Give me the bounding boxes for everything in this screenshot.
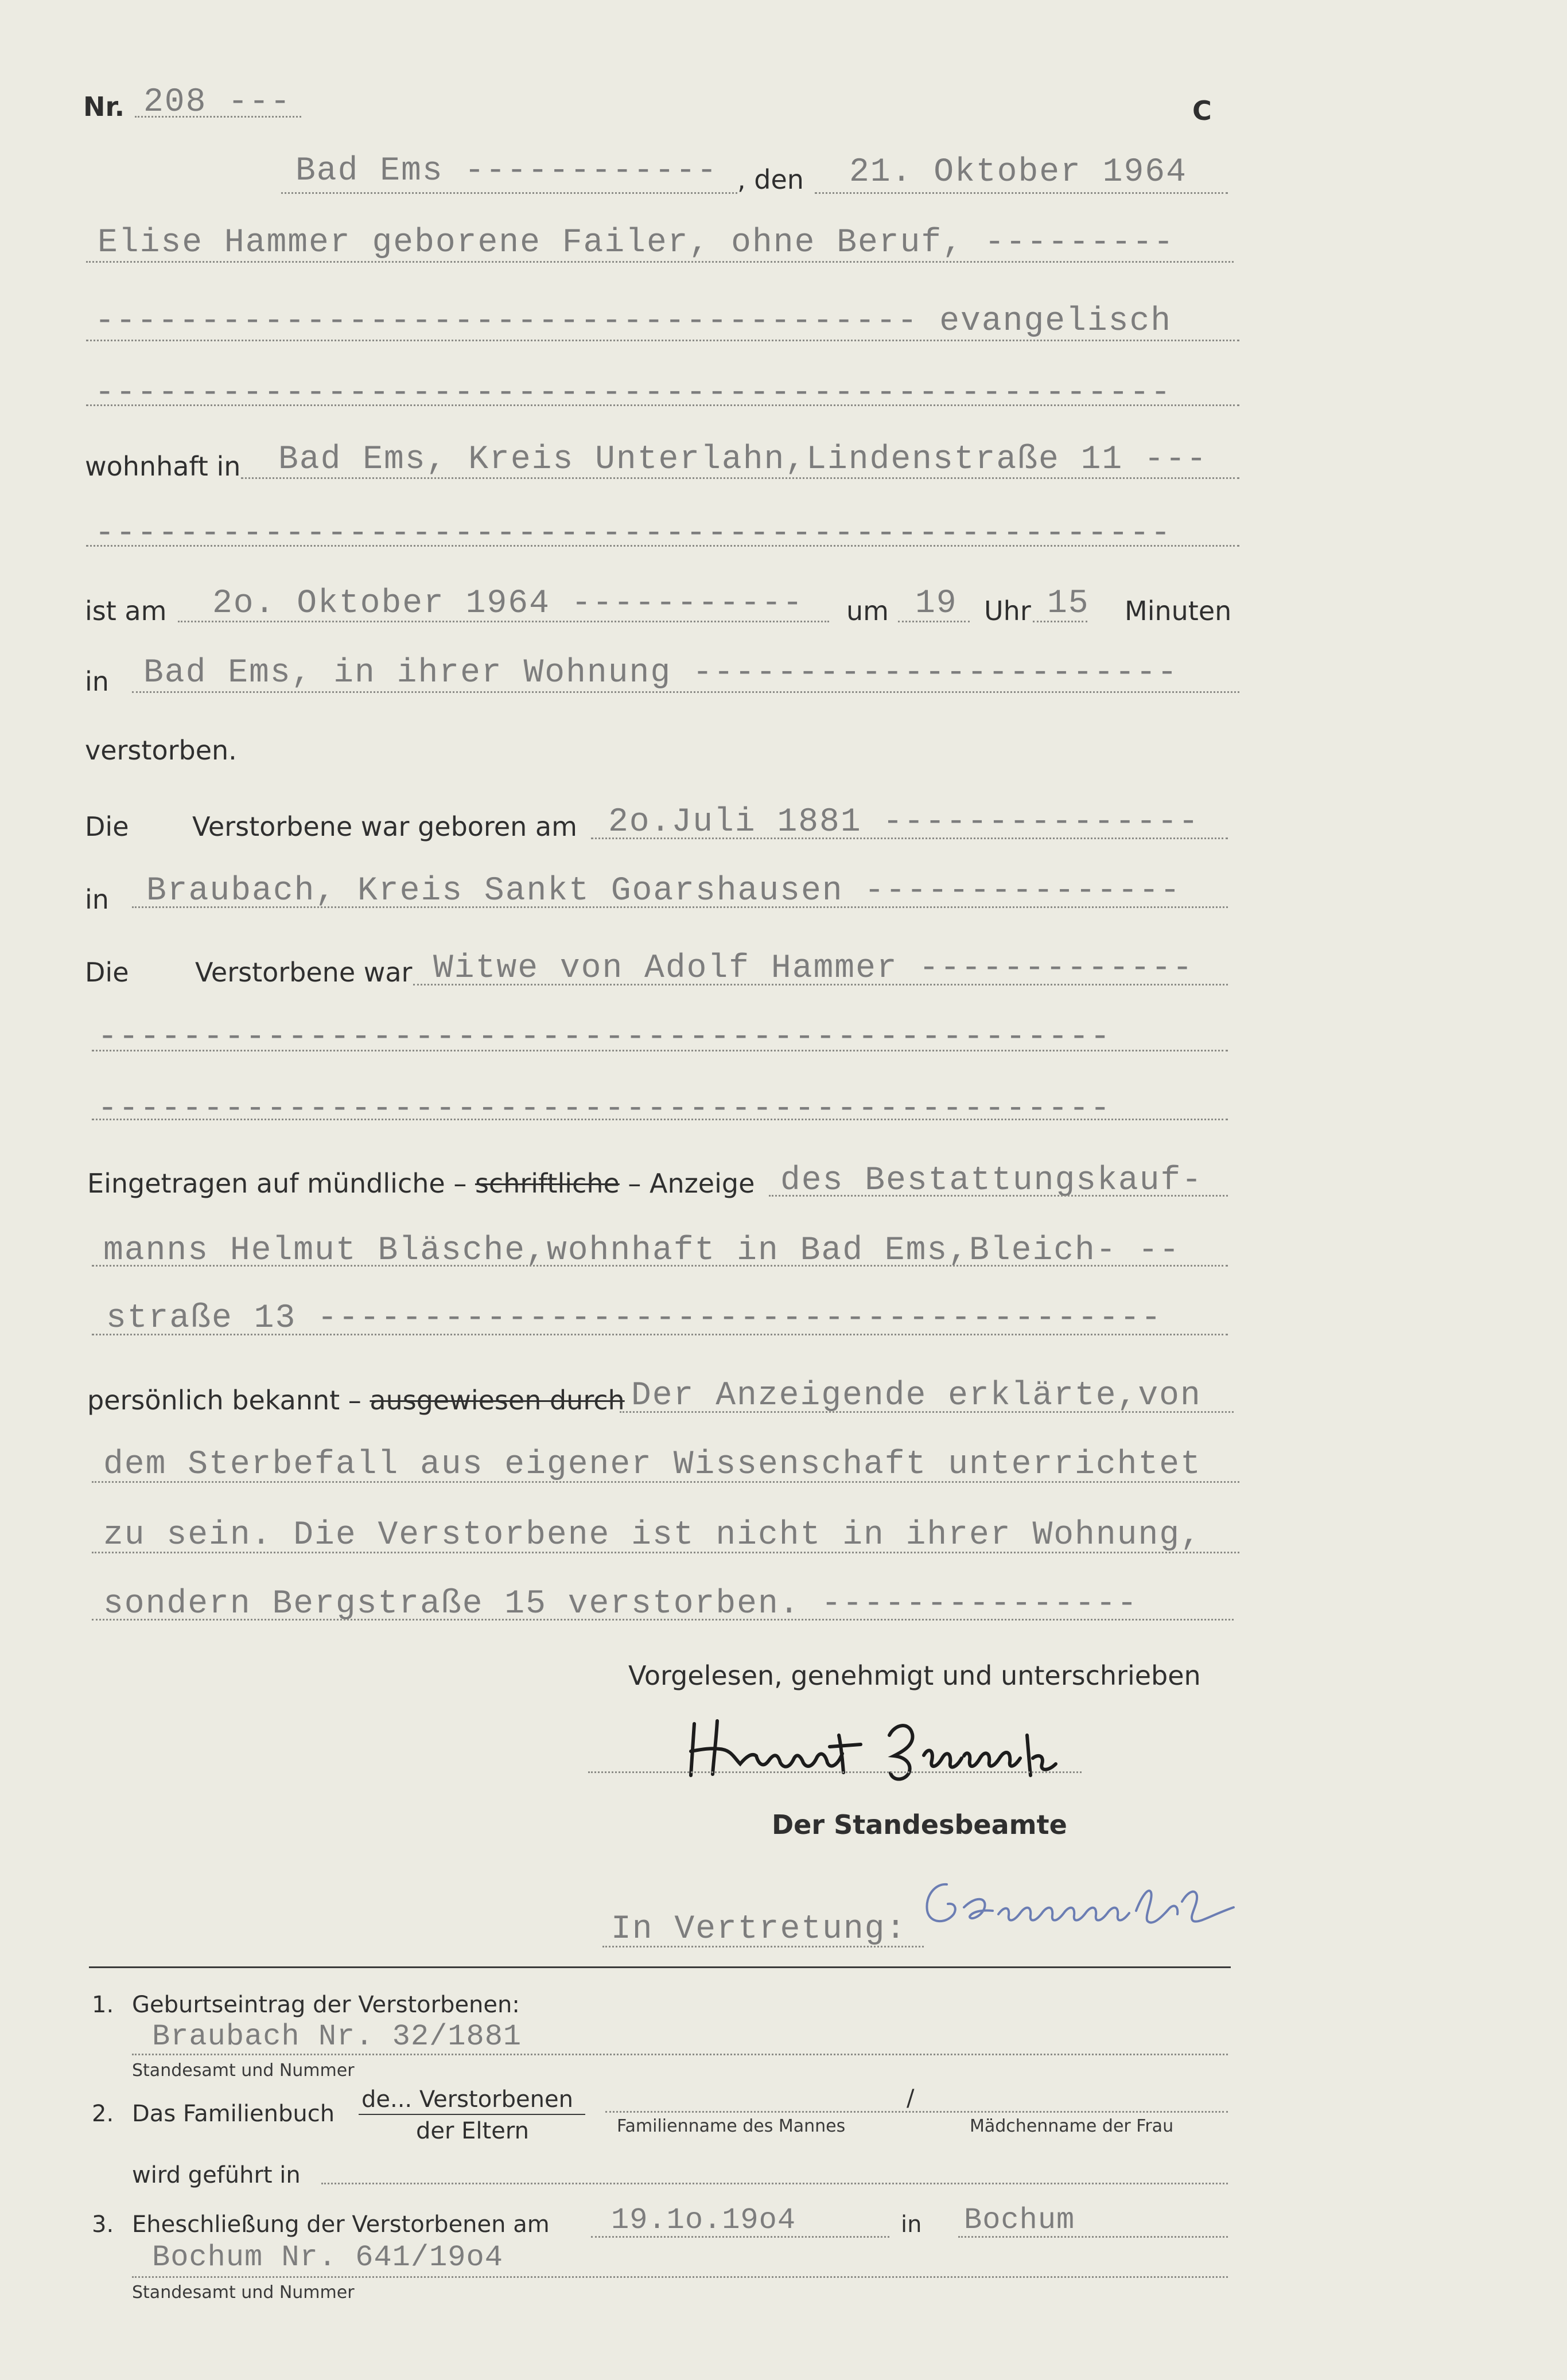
death-place: Bad Ems, in ihrer Wohnung ----------------------- xyxy=(143,655,1179,692)
statement-line-3: zu sein. Die Verstorbene ist nicht in ihrer Wohnung, xyxy=(103,1517,1202,1554)
verstorben-label: verstorben. xyxy=(85,735,237,766)
marital-label: Verstorbene war xyxy=(195,957,413,988)
registry-date: 21. Oktober 1964 xyxy=(849,154,1187,191)
death-hour: 19 xyxy=(915,585,958,622)
birth-place-label: in xyxy=(85,884,109,915)
identification-label: persönlich bekannt – ausgewiesen durch xyxy=(87,1385,625,1416)
deputy-label: In Vertretung: xyxy=(611,1911,907,1948)
statement-line-1: Der Anzeigende erklärte,von xyxy=(631,1377,1202,1415)
den-label: , den xyxy=(737,164,804,195)
marital-die-label: Die xyxy=(85,957,129,988)
statement-line-2: dem Sterbefall aus eigener Wissenschaft unterrichtet xyxy=(103,1446,1202,1483)
deceased-name-line: Elise Hammer geborene Failer, ohne Beruf, --------- xyxy=(98,224,1175,262)
footer-item2-label: Das Familienbuch xyxy=(132,2101,335,2127)
footer-item2-number: 2. xyxy=(92,2101,114,2127)
official-signature xyxy=(677,1701,1102,1787)
registration-label: Eingetragen auf mündliche – schriftliche – Anzeige xyxy=(87,1168,755,1199)
entry-number: 208 --- xyxy=(143,84,291,121)
footer-item3-label: Eheschließung der Verstorbenen am xyxy=(132,2211,550,2238)
footer-item3-in-label: in xyxy=(901,2211,922,2238)
read-approved-signed: Vorgelesen, genehmigt und unterschrieben xyxy=(628,1660,1201,1691)
death-date: 2o. Oktober 1964 ----------- xyxy=(212,585,804,622)
informant-line-1: des Bestattungskauf- xyxy=(780,1162,1203,1199)
death-minutes-label: Minuten xyxy=(1125,595,1232,626)
deputy-signature xyxy=(912,1861,1257,1942)
informant-line-2: manns Helmut Bläsche,wohnhaft in Bad Ems,Bleich- -- xyxy=(103,1232,1181,1269)
footer-item2-option-deceased: de... Verstorbenen xyxy=(361,2086,573,2113)
religion-line: --------------------------------------- evangelisch xyxy=(95,303,1172,340)
marital-blank-line-2: ------------------------------------------------ xyxy=(98,1090,1111,1128)
footer-item2-label2: wird geführt in xyxy=(132,2162,301,2188)
birth-label: Verstorbene war geboren am xyxy=(192,811,577,842)
marital-status: Witwe von Adolf Hammer ------------- xyxy=(433,950,1194,987)
death-place-label: in xyxy=(85,666,109,697)
death-uhr-label: Uhr xyxy=(984,595,1031,626)
statement-line-4: sondern Bergstraße 15 verstorben. --------------- xyxy=(103,1586,1138,1623)
number-label: Nr. xyxy=(83,91,125,122)
registration-struck-option: schriftliche xyxy=(475,1168,620,1199)
residence-blank-line: --------------------------------------------------- xyxy=(95,515,1172,552)
birth-place: Braubach, Kreis Sankt Goarshausen --------------- xyxy=(146,872,1181,910)
footer-item1-caption: Standesamt und Nummer xyxy=(132,2060,355,2081)
marriage-date: 19.1o.19o4 xyxy=(611,2203,796,2237)
birth-die-label: Die xyxy=(85,811,129,842)
person-blank-line: --------------------------------------------------- xyxy=(95,375,1172,412)
footer-item2-option-parents: der Eltern xyxy=(416,2118,529,2144)
identification-struck-option: ausgewiesen durch xyxy=(370,1385,625,1416)
residence-line: Bad Ems, Kreis Unterlahn,Lindenstraße 11 --- xyxy=(278,441,1208,478)
footer-item2-caption-husband: Familienname des Mannes xyxy=(617,2116,846,2136)
death-hour-label: um xyxy=(846,595,889,626)
footer-item1-number: 1. xyxy=(92,1992,114,2018)
footer-item3-number: 3. xyxy=(92,2211,114,2238)
official-title: Der Standesbeamte xyxy=(772,1809,1067,1840)
footer-item1-label: Geburtseintrag der Verstorbenen: xyxy=(132,1992,520,2018)
marriage-place: Bochum xyxy=(964,2203,1075,2237)
death-date-label: ist am xyxy=(85,595,167,626)
footer-item2-caption-wife: Mädchenname der Frau xyxy=(970,2116,1174,2136)
informant-line-3: straße 13 ---------------------------------------- xyxy=(106,1300,1162,1337)
death-minutes: 15 xyxy=(1047,585,1090,622)
footer-item3-caption: Standesamt und Nummer xyxy=(132,2282,355,2303)
marriage-register-entry: Bochum Nr. 641/19o4 xyxy=(152,2241,503,2274)
corner-letter: C xyxy=(1192,95,1212,126)
deputy-signature-text: Hammer xyxy=(912,1861,915,1862)
marital-blank-line-1: ------------------------------------------------ xyxy=(98,1019,1111,1056)
registry-place: Bad Ems ------------ xyxy=(295,153,718,190)
footer-item2-slash: / xyxy=(907,2085,915,2112)
birth-date: 2o.Juli 1881 --------------- xyxy=(608,804,1200,841)
residence-label: wohnhaft in xyxy=(85,451,241,482)
birth-register-entry: Braubach Nr. 32/1881 xyxy=(152,2020,522,2054)
